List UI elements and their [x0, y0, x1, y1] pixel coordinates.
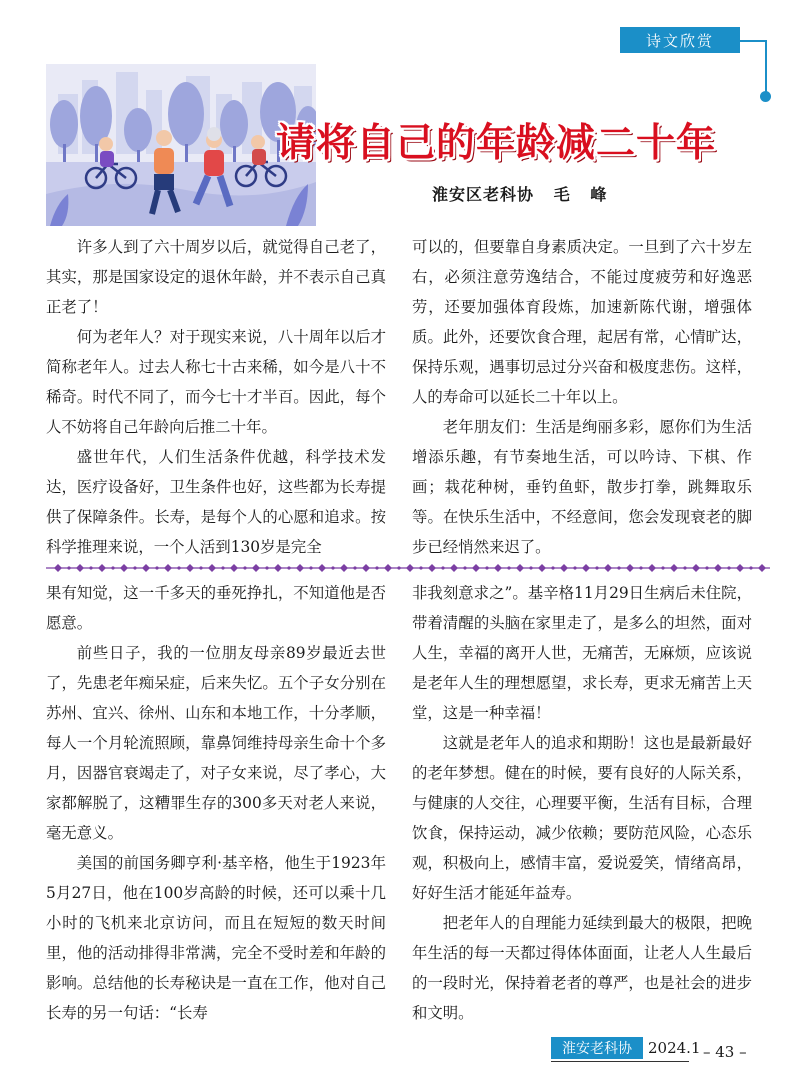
divider-diamond	[758, 564, 766, 572]
divider-diamond	[362, 564, 370, 572]
divider-diamond	[318, 564, 326, 572]
page-number: – 43 –	[703, 1043, 747, 1061]
divider-diamond	[670, 564, 678, 572]
divider-diamond	[120, 564, 128, 572]
divider-diamond	[736, 564, 744, 572]
divider-dot	[265, 566, 268, 569]
divider-dot	[441, 566, 444, 569]
divider-diamond	[714, 564, 722, 572]
bottom-left-column	[46, 578, 386, 1028]
section-label: 诗文欣赏	[620, 27, 740, 53]
divider-diamond	[494, 564, 502, 572]
paragraph: 何为老年人？对于现实来说，八十周年以后才简称老年人。过去人称七十古来稀，如今是八十不稀奇。时代不同了，而今七十才半百。因此，每个人不妨将自己年龄向后推二十年。	[46, 328, 386, 436]
divider-diamond	[142, 564, 150, 572]
divider-diamond	[76, 564, 84, 572]
paragraph: 许多人到了六十周岁以后，就觉得自己老了，其实，那是国家设定的退休年龄，并不表示自己真正老了！	[46, 238, 386, 316]
bottom-right-column	[412, 578, 752, 1028]
divider-diamond	[516, 564, 524, 572]
divider-dot	[749, 566, 752, 569]
divider-diamond	[604, 564, 612, 572]
divider-dot	[221, 566, 224, 569]
divider-diamond	[296, 564, 304, 572]
divider-dot	[661, 566, 664, 569]
divider-dot	[573, 566, 576, 569]
article-author: 淮安区老科协 毛 峰	[432, 185, 608, 204]
divider-diamond	[450, 564, 458, 572]
paragraph: 可以的，但要靠自身素质决定。一旦到了六十岁左右，必须注意劳逸结合，不能过度疲劳和好逸恶劳，还要加强体育段炼，加速新陈代谢，增强体质。此外，还要饮食合理，起居有常，心情旷达，保持乐观，遇事切忌过分兴奋和极度悲伤。这样，人的寿命可以延长二十年以上。	[412, 238, 752, 406]
divider-dot	[67, 566, 70, 569]
divider-dot	[507, 566, 510, 569]
issue-label: 2024.1	[648, 1039, 701, 1057]
ornamental-divider-icon	[46, 561, 770, 575]
divider-dot	[111, 566, 114, 569]
article-title: 请将自己的年龄减二十年	[276, 121, 717, 166]
paragraph: 美国的前国务卿亨利·基辛格，他生于1923年5月27日，他在100岁高龄的时候，还可以乘十几小时的飞机来北京访问，而且在短短的数天时间里，他的活动排得非常满，完全不受时差和年龄的影响。总结他的长寿秘诀是一直在工作，他对自己长寿的另一句话：“长寿	[46, 854, 386, 1022]
divider-dot	[375, 566, 378, 569]
section-tag-vertical-line	[765, 40, 767, 95]
divider-dot	[419, 566, 422, 569]
divider-diamond	[274, 564, 282, 572]
divider-dot	[243, 566, 246, 569]
section-tag-dot	[760, 91, 771, 102]
divider-dot	[133, 566, 136, 569]
divider-diamond	[252, 564, 260, 572]
paragraph: 非我刻意求之”。基辛格11月29日生病后未住院，带着清醒的头脑在家里走了，是多么的坦然，面对人生，幸福的离开人世，无痛苦，无麻烦，应该说是老年人生的理想愿望，求长寿，更求无痛苦上天堂，这是一种幸福！	[412, 584, 752, 722]
divider-dot	[595, 566, 598, 569]
divider-dot	[199, 566, 202, 569]
divider-diamond	[340, 564, 348, 572]
divider-dot	[155, 566, 158, 569]
divider-diamond	[406, 564, 414, 572]
divider-dot	[529, 566, 532, 569]
divider-diamond	[692, 564, 700, 572]
divider-diamond	[648, 564, 656, 572]
divider-diamond	[230, 564, 238, 572]
footer-rule	[551, 1061, 689, 1062]
divider-diamond	[538, 564, 546, 572]
divider-dot	[353, 566, 356, 569]
divider-diamond	[472, 564, 480, 572]
divider-dot	[705, 566, 708, 569]
divider-dot	[177, 566, 180, 569]
divider-diamond	[626, 564, 634, 572]
top-left-column	[46, 232, 386, 562]
divider-dot	[617, 566, 620, 569]
paragraph: 前些日子，我的一位朋友母亲89岁最近去世了，先患老年痴呆症，后来失忆。五个子女分别在苏州、宜兴、徐州、山东和本地工作，十分孝顺，每人一个月轮流照顾，靠鼻饲维持母亲生命十个多月，因器官衰竭走了，对子女来说，尽了孝心，大家都解脱了，这糟罪生存的300多天对老人来说，毫无意义。	[46, 644, 386, 842]
divider-dot	[89, 566, 92, 569]
divider-diamond	[186, 564, 194, 572]
paragraph: 盛世年代，人们生活条件优越，科学技术发达，医疗设备好，卫生条件也好，这些都为长寿提供了保障条件。长寿，是每个人的心愿和追求。按科学推理来说，一个人活到130岁是完全	[46, 448, 386, 556]
divider-dot	[309, 566, 312, 569]
paragraph: 果有知觉，这一千多天的垂死挣扎，不知道他是否愿意。	[46, 584, 386, 632]
divider-diamond	[164, 564, 172, 572]
divider-dot	[463, 566, 466, 569]
divider-diamond	[582, 564, 590, 572]
divider-diamond	[428, 564, 436, 572]
magazine-name: 淮安老科协	[551, 1037, 643, 1059]
top-right-column	[412, 232, 752, 562]
divider-dot	[639, 566, 642, 569]
divider-diamond	[384, 564, 392, 572]
divider-diamond	[98, 564, 106, 572]
divider-dot	[331, 566, 334, 569]
divider-diamond	[208, 564, 216, 572]
divider-dot	[397, 566, 400, 569]
divider-dot	[727, 566, 730, 569]
paragraph: 这就是老年人的追求和期盼！这也是最新最好的老年梦想。健在的时候，要有良好的人际关系，与健康的人交往，心理要平衡，生活有目标，合理饮食，保持运动，减少依赖；要防范风险，心态乐观，积极向上，感情丰富，爱说爱笑，情绪高昂，好好生活才能延年益寿。	[412, 734, 752, 902]
divider-dot	[287, 566, 290, 569]
paragraph: 把老年人的自理能力延续到最大的极限，把晚年生活的每一天都过得体体面面，让老人人生最后的一段时光，保持着老者的尊严，也是社会的进步和文明。	[412, 914, 752, 1022]
divider-dot	[683, 566, 686, 569]
section-tag-line	[740, 40, 766, 42]
divider-dot	[485, 566, 488, 569]
divider-dot	[551, 566, 554, 569]
divider-diamond	[54, 564, 62, 572]
divider-diamond	[560, 564, 568, 572]
paragraph: 老年朋友们：生活是绚丽多彩，愿你们为生活增添乐趣，有节奏地生活，可以吟诗、下棋、作画；栽花种树，垂钓鱼虾，散步打拳，跳舞取乐等。在快乐生活中，不经意间，您会发现衰老的脚步已经悄然来迟了。	[412, 418, 752, 556]
